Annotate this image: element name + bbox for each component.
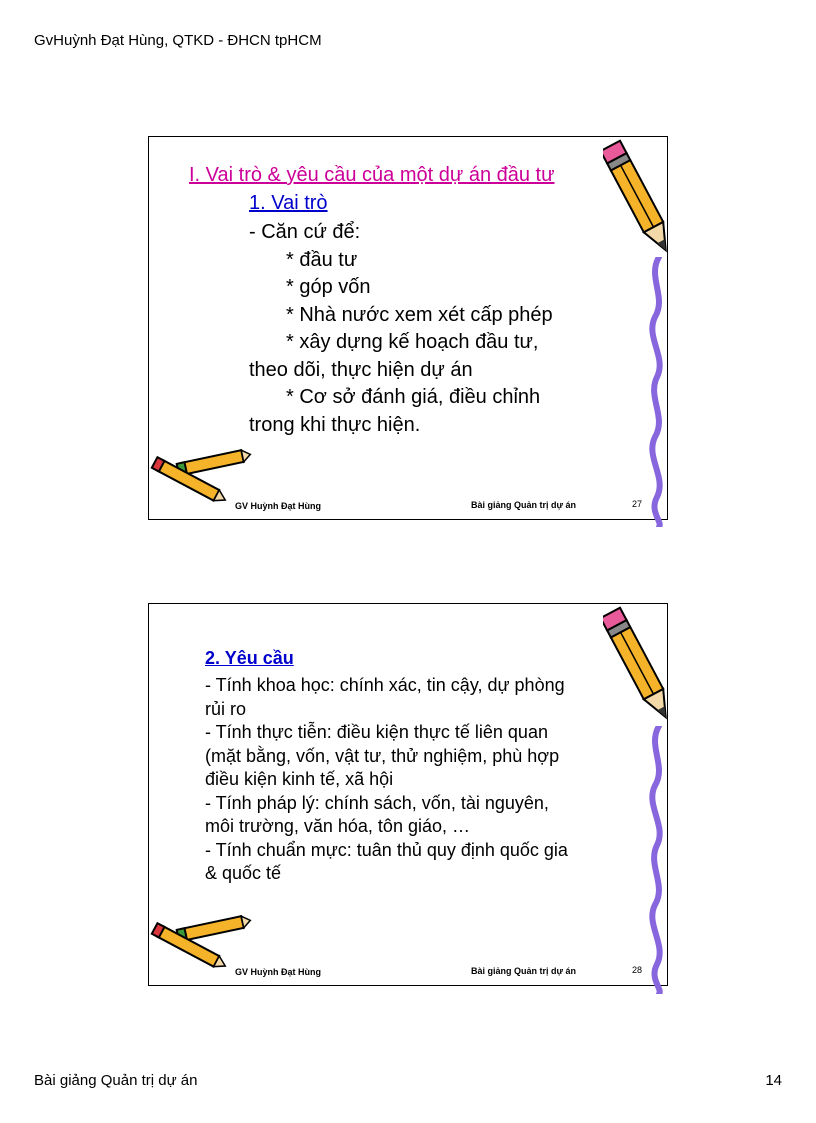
body-line: - Tính pháp lý: chính sách, vốn, tài nguyên, [205, 792, 549, 813]
body-line: điều kiện kinh tế, xã hội [205, 769, 394, 789]
body-line: môi trường, văn hóa, tôn giáo, … [205, 816, 470, 836]
body-line: - Tính khoa học: chính xác, tin cậy, dự phòng [205, 675, 565, 695]
slide-number: 28 [632, 965, 643, 975]
body-line: * xây dựng kế hoạch đầu tư, [286, 331, 539, 353]
body-line: (mặt bằng, vốn, vật tư, thử nghiệm, phù hợp [205, 745, 560, 766]
body-line: trong khi thực hiện. [249, 413, 421, 436]
slide-footer-course: Bài giảng Quản trị dự án [471, 966, 577, 976]
page-header: GvHuỳnh Đạt Hùng, QTKD - ĐHCN tpHCM [34, 32, 322, 49]
body-line: * góp vốn [286, 276, 371, 298]
body-line: & quốc tế [205, 863, 282, 883]
squiggle-decoration [645, 726, 669, 994]
slide-number: 27 [632, 499, 643, 509]
slide-subtitle: 2. Yêu cầu [205, 648, 294, 668]
body-line: * Nhà nước xem xét cấp phép [286, 303, 553, 326]
slide-subtitle: 1. Vai trò [249, 192, 328, 214]
body-line: - Căn cứ để: [249, 221, 361, 243]
slide-footer-course: Bài giảng Quản trị dự án [471, 500, 577, 510]
slide-title: I. Vai trò & yêu cầu của một dự án đầu tư [189, 164, 555, 186]
squiggle-decoration [645, 257, 669, 527]
slide-footer-author: GV Huỳnh Đạt Hùng [235, 501, 321, 511]
slide-body [249, 219, 553, 439]
body-line: * Cơ sở đánh giá, điều chỉnh [286, 386, 541, 408]
page-number: 14 [765, 1072, 782, 1089]
slide-body [205, 674, 605, 886]
body-line: * đầu tư [286, 248, 358, 271]
body-line: theo dõi, thực hiện dự án [249, 358, 473, 381]
body-line: - Tính chuẩn mực: tuân thủ quy định quốc gia [205, 839, 568, 860]
pencil-clipart-icon [603, 133, 673, 263]
slide-27 [148, 136, 668, 520]
body-line: rủi ro [205, 698, 247, 719]
slide-28 [148, 603, 668, 986]
pencil-clipart-icon [603, 600, 673, 730]
slide-footer-author: GV Huỳnh Đạt Hùng [235, 967, 321, 977]
body-line: - Tính thực tiễn: điều kiện thực tế liên quan [205, 722, 548, 742]
page-footer: Bài giảng Quản trị dự án [34, 1072, 198, 1089]
